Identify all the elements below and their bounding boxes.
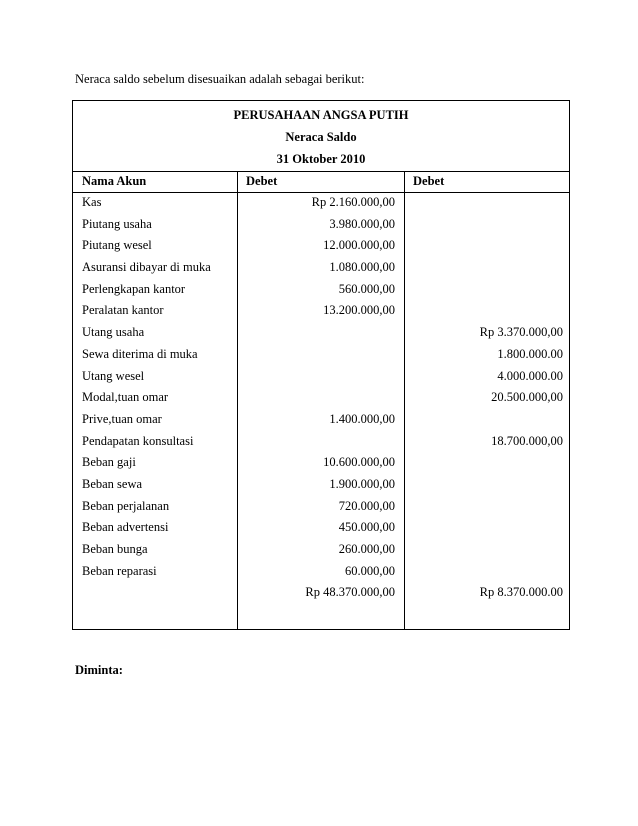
debit-amount: 1.080.000,00 bbox=[329, 260, 395, 275]
account-name: Sewa diterima di muka bbox=[82, 346, 198, 361]
credit-amount: 1.800.000.00 bbox=[497, 346, 563, 361]
table-row bbox=[73, 258, 569, 280]
credit-amount bbox=[404, 562, 563, 584]
table-row bbox=[73, 475, 569, 497]
credit-amount bbox=[404, 258, 563, 280]
table-row bbox=[73, 583, 569, 605]
debit-amount: 12.000.000,00 bbox=[323, 238, 395, 253]
credit-amount: 4.000.000.00 bbox=[497, 368, 563, 383]
table-row bbox=[73, 301, 569, 323]
table-row bbox=[73, 323, 569, 345]
table-row bbox=[73, 453, 569, 475]
account-name: Beban perjalanan bbox=[82, 498, 170, 513]
column-header-debit: Debet bbox=[237, 171, 404, 193]
table-row bbox=[73, 215, 569, 237]
report-title: Neraca Saldo bbox=[285, 130, 357, 144]
column-header-credit: Debet bbox=[404, 171, 569, 193]
debit-amount: 13.200.000,00 bbox=[323, 303, 395, 318]
account-name: Beban sewa bbox=[82, 476, 143, 491]
account-name: Pendapatan konsultasi bbox=[82, 433, 194, 448]
report-date: 31 Oktober 2010 bbox=[276, 152, 366, 166]
credit-amount: Rp 8.370.000.00 bbox=[479, 585, 563, 600]
debit-amount: Rp 48.370.000,00 bbox=[305, 585, 395, 600]
debit-amount: 1.900.000,00 bbox=[329, 476, 395, 491]
debit-amount: 1.400.000,00 bbox=[329, 411, 395, 426]
credit-amount bbox=[404, 236, 563, 258]
account-name: Piutang usaha bbox=[82, 216, 152, 231]
debit-amount bbox=[237, 388, 395, 410]
table-row bbox=[73, 497, 569, 519]
table-row bbox=[73, 345, 569, 367]
intro-text: Neraca saldo sebelum disesuaikan adalah sebagai berikut: bbox=[75, 72, 365, 86]
account-name: Modal,tuan omar bbox=[82, 390, 169, 405]
account-name: Utang wesel bbox=[82, 368, 145, 383]
credit-amount: 20.500.000,00 bbox=[491, 390, 563, 405]
table-row bbox=[73, 193, 569, 215]
credit-amount: 18.700.000,00 bbox=[491, 433, 563, 448]
table-row bbox=[73, 388, 569, 410]
credit-amount bbox=[404, 540, 563, 562]
credit-amount bbox=[404, 280, 563, 302]
account-name: Asuransi dibayar di muka bbox=[82, 260, 211, 275]
credit-amount bbox=[404, 301, 563, 323]
debit-amount: 3.980.000,00 bbox=[329, 216, 395, 231]
table-row bbox=[73, 562, 569, 584]
column-header-name: Nama Akun bbox=[73, 171, 237, 193]
table-row bbox=[73, 280, 569, 302]
credit-amount bbox=[404, 518, 563, 540]
debit-amount: Rp 2.160.000,00 bbox=[311, 195, 395, 209]
debit-amount bbox=[237, 323, 395, 345]
table-row bbox=[73, 518, 569, 540]
credit-amount bbox=[404, 410, 563, 432]
table-row bbox=[73, 432, 569, 454]
credit-amount bbox=[404, 193, 563, 215]
account-name: Beban reparasi bbox=[82, 563, 157, 578]
table-header bbox=[73, 101, 569, 172]
debit-amount: 260.000,00 bbox=[338, 542, 395, 556]
credit-amount bbox=[404, 497, 563, 519]
credit-amount: Rp 3.370.000,00 bbox=[479, 325, 563, 340]
debit-amount: 10.600.000,00 bbox=[323, 455, 395, 470]
credit-amount bbox=[404, 453, 563, 475]
trial-balance-table bbox=[72, 100, 570, 630]
table-body bbox=[73, 193, 569, 605]
account-name: Beban gaji bbox=[82, 455, 136, 470]
table-row bbox=[73, 540, 569, 562]
credit-amount bbox=[404, 215, 563, 237]
account-name: Perlengkapan kantor bbox=[82, 281, 186, 296]
debit-amount: 560.000,00 bbox=[338, 281, 395, 296]
debit-amount bbox=[237, 432, 395, 454]
debit-amount: 720.000,00 bbox=[338, 498, 395, 513]
debit-amount: 60.000,00 bbox=[345, 563, 395, 578]
account-name: Beban bunga bbox=[82, 542, 148, 556]
account-name: Prive,tuan omar bbox=[82, 411, 162, 426]
account-name: Utang usaha bbox=[82, 325, 145, 340]
table-row bbox=[73, 236, 569, 258]
company-name: PERUSAHAAN ANGSA PUTIH bbox=[233, 108, 409, 122]
debit-amount bbox=[237, 345, 395, 367]
table-row bbox=[73, 410, 569, 432]
footer-text: Diminta: bbox=[75, 663, 123, 677]
account-name: Peralatan kantor bbox=[82, 303, 164, 318]
account-name: Kas bbox=[82, 195, 102, 209]
debit-amount: 450.000,00 bbox=[338, 520, 395, 535]
table-row bbox=[73, 367, 569, 389]
account-name: Beban advertensi bbox=[82, 520, 169, 535]
credit-amount bbox=[404, 475, 563, 497]
debit-amount bbox=[237, 367, 395, 389]
account-name: Piutang wesel bbox=[82, 238, 152, 253]
